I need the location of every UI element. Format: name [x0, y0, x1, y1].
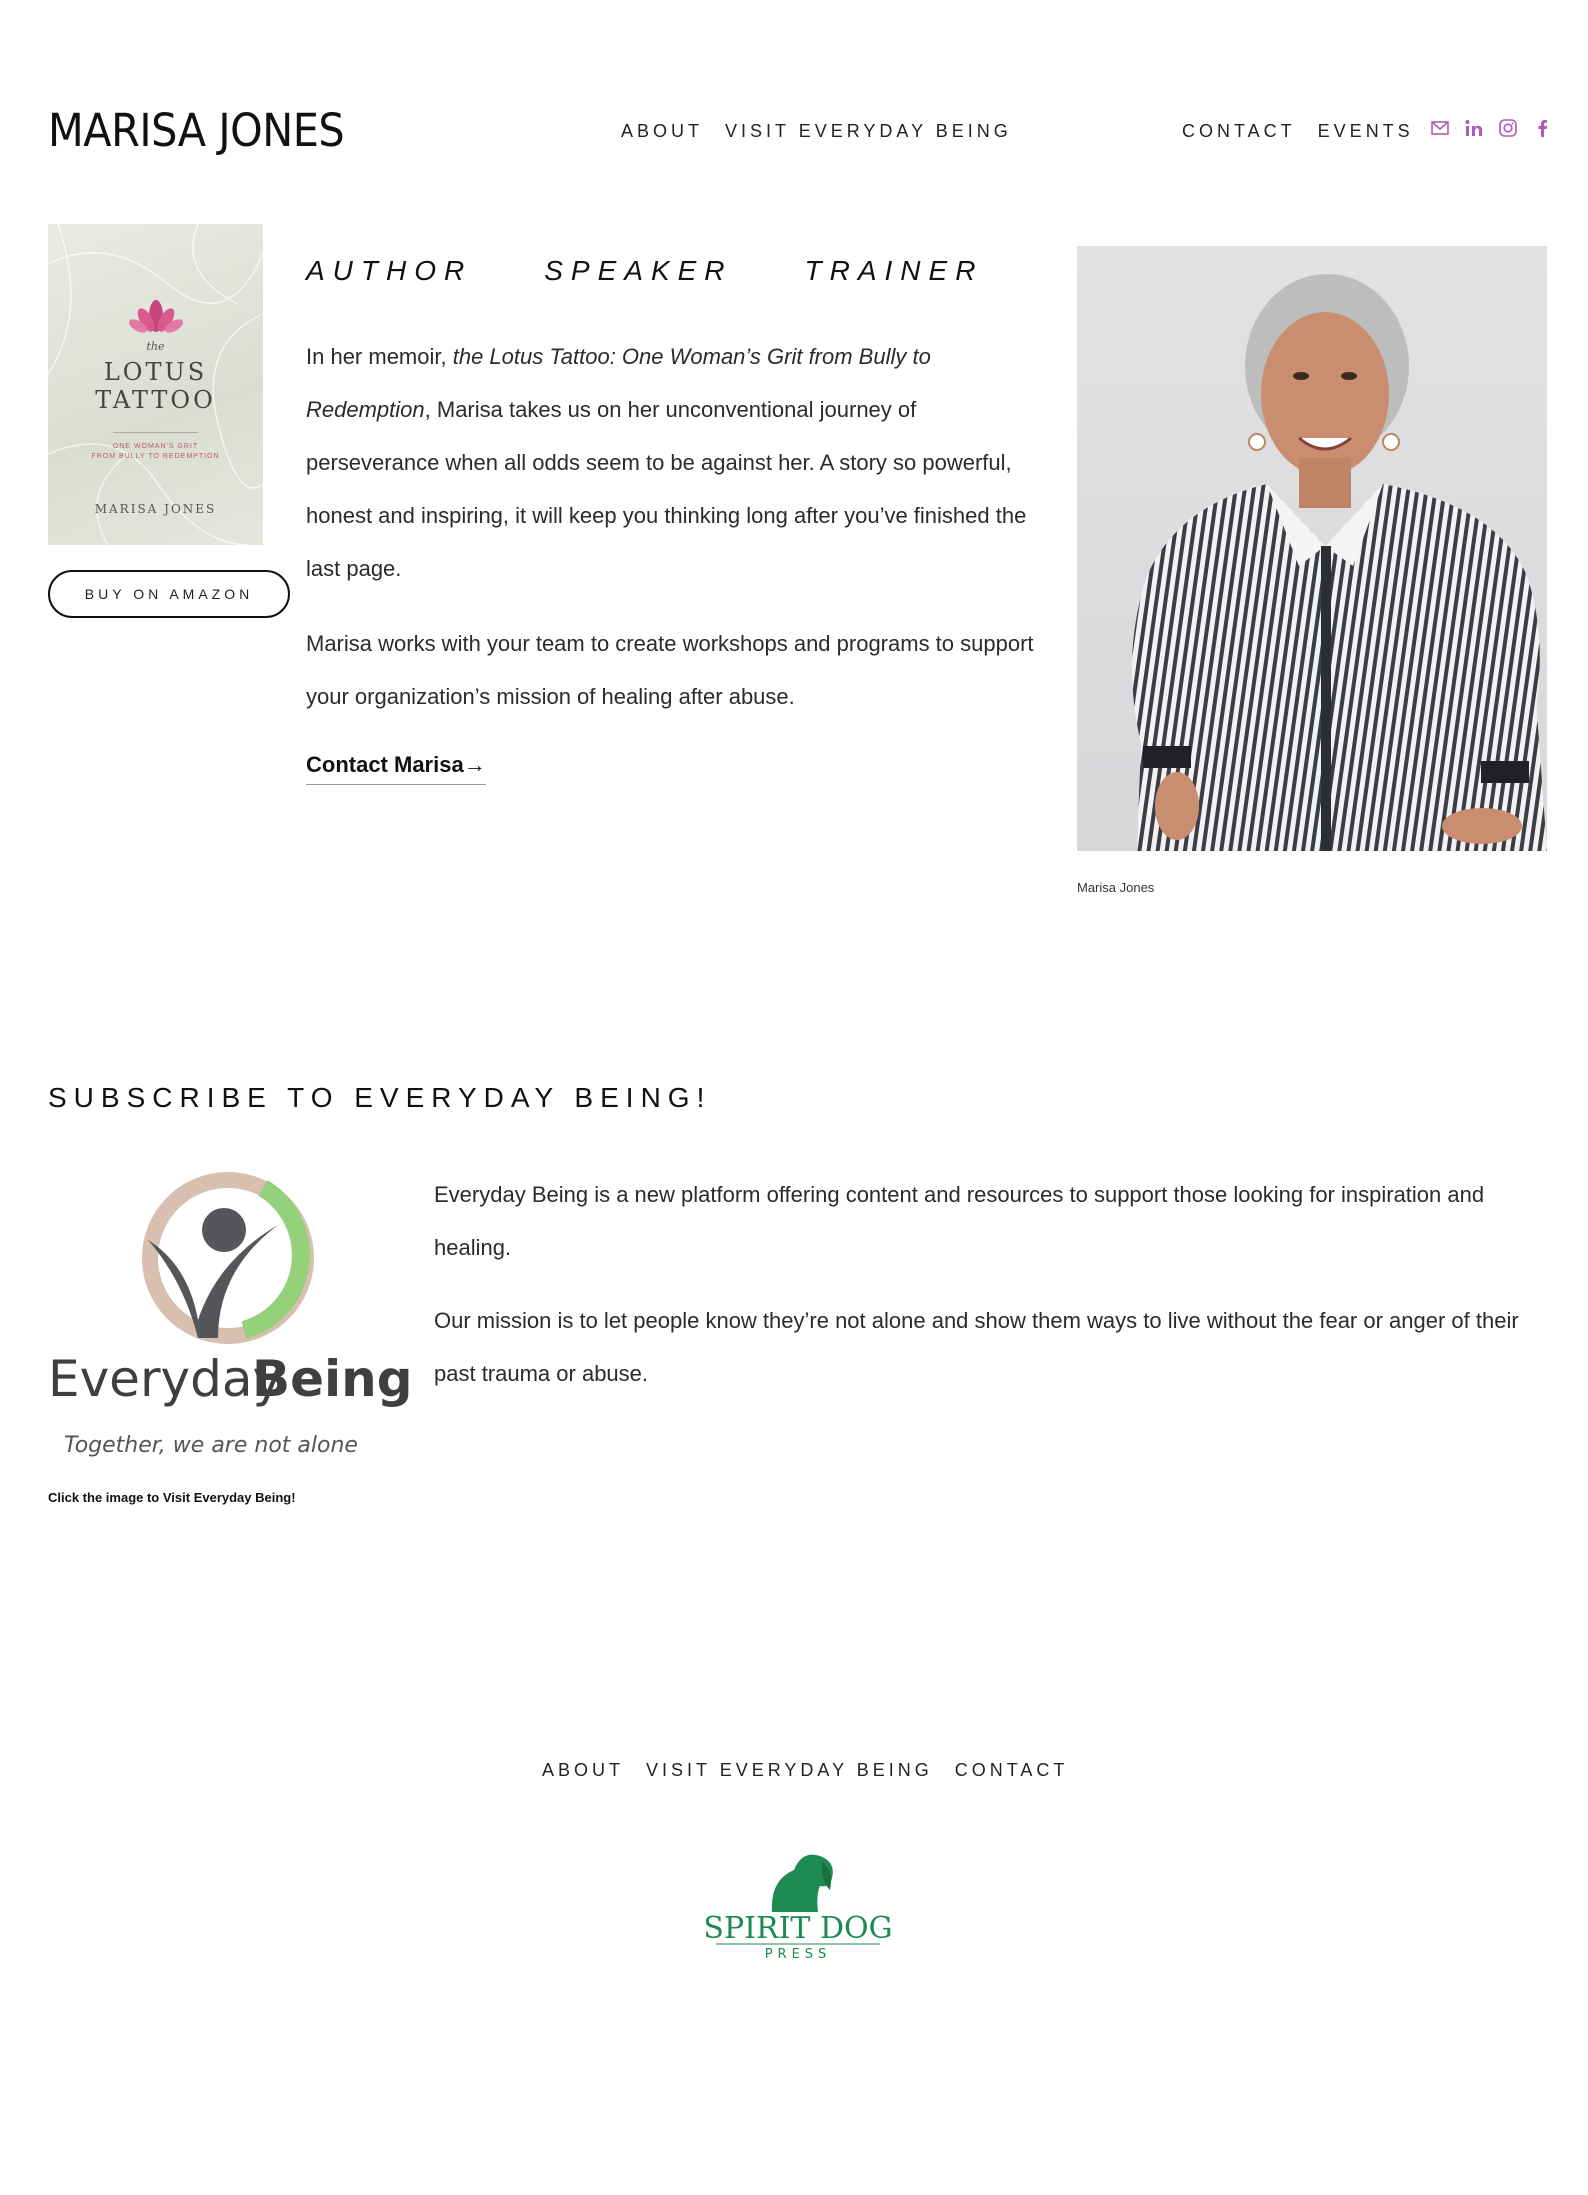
footer-nav-visit-everyday-being[interactable]: VISIT EVERYDAY BEING: [646, 1760, 933, 1780]
email-icon[interactable]: [1430, 118, 1450, 138]
contact-marisa-link[interactable]: Contact Marisa→: [306, 752, 486, 785]
social-links: [1430, 118, 1552, 138]
everyday-being-logo: [48, 1170, 413, 1460]
buy-on-amazon-button[interactable]: BUY ON AMAZON: [48, 570, 290, 618]
subscribe-heading: SUBSCRIBE TO EVERYDAY BEING!: [48, 1082, 712, 1113]
book-subtitle-line1: ONE WOMAN'S GRIT: [112, 443, 199, 450]
facebook-icon[interactable]: [1532, 118, 1552, 138]
nav-visit-everyday-being[interactable]: VISIT EVERYDAY BEING: [725, 121, 1012, 141]
nav-about[interactable]: ABOUT: [621, 121, 704, 141]
book-subtitle: [48, 442, 263, 462]
intro-paragraph-workshops: Marisa works with your team to create workshops and programs to support your organization’s mission of healing after abuse.: [306, 631, 1034, 709]
book-title-the: the: [146, 340, 165, 353]
portrait-caption: Marisa Jones: [1077, 880, 1155, 895]
everyday-being-paragraph-2: Our mission is to let people know they’re not alone and show them ways to live without the fear or anger of their past trauma or abuse.: [434, 1308, 1519, 1386]
everyday-being-logo-link[interactable]: [48, 1170, 413, 1460]
footer-nav-about[interactable]: ABOUT: [542, 1760, 625, 1780]
book-divider: [113, 432, 198, 433]
book-author: MARISA JONES: [94, 502, 217, 516]
portrait-illustration: [1077, 246, 1547, 851]
intro-paragraph-memoir: [306, 330, 1041, 595]
book-title-line2: TATTOO: [95, 386, 216, 414]
logo-tagline: Together, we are not alone: [64, 1433, 358, 1458]
role-trainer: TRAINER: [804, 255, 984, 286]
instagram-icon[interactable]: [1498, 118, 1518, 138]
logo-word-light: Everyday: [48, 1350, 283, 1408]
nav-events[interactable]: EVENTS: [1317, 121, 1414, 141]
memoir-text-start: In her memoir,: [306, 344, 453, 369]
memoir-title: the Lotus Tattoo: One Woman’s Grit from Bully to Redemption: [306, 344, 931, 422]
roles-heading: [306, 255, 983, 287]
portrait-photo: [1077, 246, 1547, 851]
memoir-text-end: , Marisa takes us on her unconventional journey of perseverance when all odds seem to be against her. A story so powerful, honest and inspiring, it will keep you thinking long after you’ve finished the last page.: [306, 397, 1027, 581]
everyday-being-paragraph-1: Everyday Being is a new platform offering content and resources to support those looking for inspiration and healing.: [434, 1182, 1485, 1260]
logo-word-bold: Being: [252, 1350, 413, 1408]
nav-contact[interactable]: CONTACT: [1182, 121, 1296, 141]
lotus-flower-icon: [128, 296, 184, 340]
site-title[interactable]: MARISA JONES: [48, 104, 345, 157]
dog-icon: [772, 1855, 833, 1912]
spirit-dog-press-logo: [703, 1850, 893, 1965]
linkedin-icon[interactable]: [1464, 118, 1484, 138]
logo-line2: PRESS: [764, 1947, 832, 1962]
role-speaker: SPEAKER: [544, 255, 733, 286]
primary-nav-left: [621, 121, 1012, 142]
book-subtitle-line2: FROM BULLY TO REDEMPTION: [91, 453, 220, 460]
role-author: AUTHOR: [306, 255, 473, 286]
logo-line1: SPIRIT DOG: [703, 1911, 893, 1946]
footer-nav-contact[interactable]: CONTACT: [954, 1760, 1069, 1780]
footer-nav: [542, 1760, 1068, 1781]
everyday-being-caption: Click the image to Visit Everyday Being!: [48, 1490, 296, 1505]
primary-nav-right: [1182, 121, 1414, 142]
book-cover-image[interactable]: [48, 224, 263, 545]
book-title-line1: LOTUS: [103, 358, 208, 386]
